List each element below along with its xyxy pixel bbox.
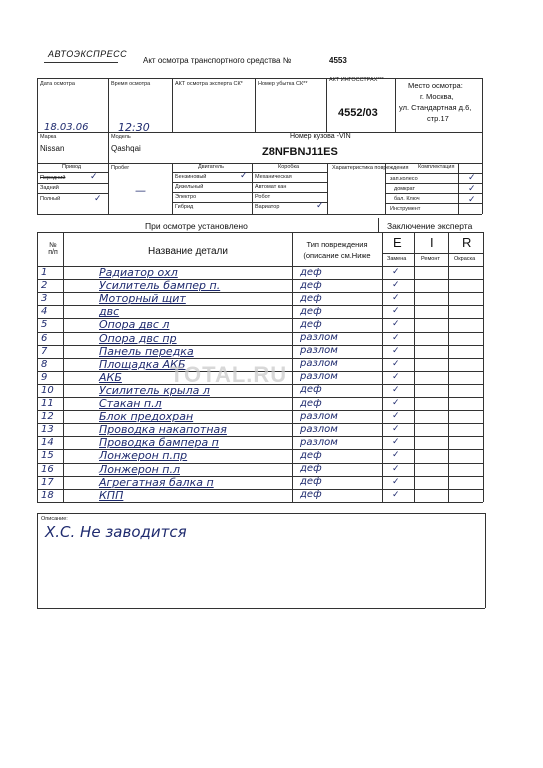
table-grid-line <box>37 232 38 502</box>
row-number: 9 <box>41 371 48 383</box>
row-number: 2 <box>41 280 48 292</box>
place-label: Место осмотра: <box>408 81 463 90</box>
part-name: Лонжерон п.л <box>99 462 180 476</box>
part-name: Опора двс пр <box>99 331 177 345</box>
check-mark-icon: ✓ <box>392 319 400 330</box>
engine-electric: Электро <box>175 194 197 200</box>
drive-rear: Задний <box>40 185 59 191</box>
line <box>327 163 328 214</box>
row-number: 11 <box>41 398 54 409</box>
damage-type: разлом <box>300 345 338 357</box>
col-e-header: E <box>393 235 402 250</box>
part-name: Блок предохран <box>99 410 194 424</box>
damage-type: разлом <box>300 423 338 435</box>
line <box>37 132 482 133</box>
place-city: г. Москва, <box>420 92 454 101</box>
row-number: 17 <box>41 476 54 488</box>
sub-paint: Окраска <box>454 256 476 262</box>
check-mark-icon: ✓ <box>468 173 476 183</box>
table-grid-line <box>483 232 484 502</box>
check-mark-icon: ✓ <box>392 280 400 291</box>
vin-label: Номер кузова -VIN <box>290 133 351 140</box>
damage-type: деф <box>300 449 322 461</box>
damage-type: разлом <box>300 332 338 343</box>
check-mark-icon: ✓ <box>94 194 102 204</box>
gearbox-cvt: Вариатор <box>255 204 280 210</box>
watermark: TOTAL.RU <box>170 362 288 387</box>
check-mark-icon: ✓ <box>392 450 400 461</box>
line <box>172 202 327 203</box>
check-mark-icon: ✓ <box>392 332 400 343</box>
row-number: 10 <box>41 384 54 396</box>
line <box>485 513 486 608</box>
table-grid-line <box>292 232 293 502</box>
col-name-header: Название детали <box>148 246 228 257</box>
row-number: 18 <box>41 489 54 501</box>
engine-petrol: Бензиновый <box>175 174 207 180</box>
part-name: Моторный щит <box>99 292 186 306</box>
mileage-value: — <box>135 184 146 197</box>
kit-spare-wheel: зап.колесо <box>390 176 418 182</box>
damage-type: деф <box>300 305 322 317</box>
check-mark-icon: ✓ <box>90 172 98 182</box>
row-number: 13 <box>41 424 54 436</box>
line <box>108 78 109 214</box>
check-mark-icon: ✓ <box>392 267 400 277</box>
line <box>172 182 327 183</box>
engine-hybrid: Гибрид <box>175 204 194 210</box>
damage-type: деф <box>300 279 322 291</box>
check-mark-icon: ✓ <box>392 384 400 395</box>
row-number: 4 <box>41 306 48 318</box>
gearbox-manual: Механическая <box>255 174 292 180</box>
act-number: 4552/03 <box>338 107 378 119</box>
part-name: Лонжерон п.пр <box>99 449 188 463</box>
line <box>37 78 482 79</box>
line <box>37 513 38 608</box>
row-number: 12 <box>41 411 54 423</box>
row-number: 7 <box>41 345 48 357</box>
table-grid-line <box>378 218 379 232</box>
table-grid-line <box>448 232 449 502</box>
expert-act-label: АКТ осмотра эксперта СК* <box>175 81 243 87</box>
damage-type: деф <box>300 384 322 396</box>
damage-type: деф <box>300 318 322 330</box>
damage-type: деф <box>300 489 322 501</box>
part-name: двс <box>99 305 120 319</box>
model-value: Qashqai <box>111 144 141 153</box>
row-number: 16 <box>41 463 54 475</box>
line <box>37 183 108 184</box>
place-building: стр.17 <box>427 114 449 123</box>
logo-underline <box>44 62 118 63</box>
table-grid-line <box>37 502 483 503</box>
loss-number-label: Номер убытка СК** <box>258 81 308 87</box>
table-grid-line <box>414 232 415 502</box>
damage-type: деф <box>300 266 322 278</box>
check-mark-icon: ✓ <box>468 195 476 205</box>
damage-char-label <box>332 166 408 172</box>
time-value: 12:30 <box>118 121 150 134</box>
line <box>482 78 483 214</box>
row-number: 8 <box>41 358 48 370</box>
gearbox-automatic: Автомат кан <box>255 184 287 190</box>
vin-value: Z8NFBNJ11ES <box>262 146 338 158</box>
damage-type: разлом <box>300 358 338 370</box>
line <box>37 608 485 609</box>
check-mark-icon: ✓ <box>392 371 400 382</box>
check-mark-icon: ✓ <box>392 489 400 500</box>
drive-front: Передний <box>40 175 66 181</box>
part-name: АКБ <box>99 370 122 384</box>
damage-type: разлом <box>300 436 338 448</box>
row-number: 6 <box>41 332 48 344</box>
engine-diesel: Дизельный <box>175 184 204 190</box>
table-grid-line <box>382 253 483 254</box>
brand-value: Nissan <box>40 144 65 153</box>
check-mark-icon: ✓ <box>392 293 400 304</box>
line <box>172 192 327 193</box>
line <box>458 163 459 214</box>
gearbox-robot: Робот <box>255 194 271 200</box>
check-mark-icon: ✓ <box>392 411 400 422</box>
line <box>252 163 253 214</box>
damage-char-text: Характеристика повреждения <box>332 165 409 171</box>
gearbox-label: Коробка <box>278 164 300 170</box>
check-mark-icon: ✓ <box>392 345 400 356</box>
line <box>37 513 485 514</box>
kit-tools: Инструмент <box>390 206 421 212</box>
line <box>255 78 256 132</box>
notes-label: Описание: <box>41 516 68 522</box>
col-type-header: Тип повреждения (описание см.Ниже <box>303 240 371 260</box>
part-name: Проводка накапотная <box>99 423 227 437</box>
part-name: Площадка АКБ <box>99 357 186 371</box>
row-number: 14 <box>41 437 54 449</box>
sub-replace: Замена <box>387 256 407 262</box>
part-name: Опора двс л <box>99 318 170 332</box>
document-title: Акт осмотра транспортного средства № <box>143 56 292 65</box>
table-grid-line <box>37 232 483 233</box>
col-i-header: I <box>430 235 434 250</box>
brand-label: Марка <box>40 134 57 140</box>
ingosstrakh-act-label: АКТ ИНГОССТРАХ*** <box>329 77 384 83</box>
drive-full: Полный <box>40 196 61 202</box>
kit-wheel-key: бал. Ключ <box>394 196 420 202</box>
engine-label: Двигатель <box>198 164 224 170</box>
damage-type: деф <box>300 463 322 474</box>
line <box>326 78 327 132</box>
place-street: ул. Стандартная д.6, <box>399 103 472 112</box>
notes-text: Х.С. Не заводится <box>45 523 187 541</box>
part-name: Стакан п.л <box>99 397 162 410</box>
line <box>37 214 482 215</box>
part-name: Радиатор охл <box>99 266 178 279</box>
section-label: При осмотре установлено <box>145 221 248 231</box>
conclusion-label: Заключение эксперта <box>387 221 473 231</box>
drive-label: Привод <box>62 164 82 170</box>
row-number: 1 <box>41 267 48 278</box>
date-label: Дата осмотра <box>40 81 75 87</box>
col-num-header: № п/п <box>48 242 58 256</box>
line <box>395 78 396 132</box>
line <box>172 78 173 132</box>
company-logo: АВТОЭКСПРЕСС <box>48 49 128 59</box>
mileage-label: Пробег <box>111 165 130 171</box>
part-name: Панель передка <box>99 344 194 358</box>
model-label: Модель <box>111 134 131 140</box>
col-r-header: R <box>462 235 472 250</box>
document-number: 4553 <box>329 56 347 65</box>
time-label: Время осмотра <box>111 81 151 87</box>
damage-type: разлом <box>300 371 338 383</box>
sub-repair: Ремонт <box>421 256 440 262</box>
check-mark-icon: ✓ <box>392 463 400 474</box>
kit-jack: домкрат <box>394 186 415 192</box>
check-mark-icon: ✓ <box>392 424 400 435</box>
row-number: 15 <box>41 450 54 462</box>
part-name: Проводка бампера п <box>99 436 219 450</box>
check-mark-icon: ✓ <box>392 437 400 448</box>
check-mark-icon: ✓ <box>392 398 400 408</box>
date-value: 18.03.06 <box>44 122 89 133</box>
line <box>172 172 327 173</box>
row-number: 3 <box>41 293 48 305</box>
check-mark-icon: ✓ <box>392 358 400 369</box>
damage-type: разлом <box>300 410 338 422</box>
part-name: КПП <box>99 488 124 502</box>
table-grid-line <box>382 232 383 502</box>
check-mark-icon: ✓ <box>468 184 476 194</box>
damage-type: деф <box>300 397 322 409</box>
part-name: Усилитель бампер п. <box>99 279 221 293</box>
damage-type: деф <box>300 292 322 304</box>
check-mark-icon: ✓ <box>392 306 400 317</box>
table-grid-line <box>63 232 64 502</box>
damage-type: деф <box>300 476 322 488</box>
line <box>172 163 173 214</box>
check-mark-icon: ✓ <box>392 476 400 487</box>
check-mark-icon: ✓ <box>240 171 248 181</box>
kit-label: Комплектация <box>418 164 455 170</box>
check-mark-icon: ✓ <box>316 201 324 211</box>
part-name: Агрегатная балка п <box>99 475 214 489</box>
part-name: Усилитель крыла л <box>99 383 210 397</box>
row-number: 5 <box>41 319 48 331</box>
line <box>37 163 482 164</box>
